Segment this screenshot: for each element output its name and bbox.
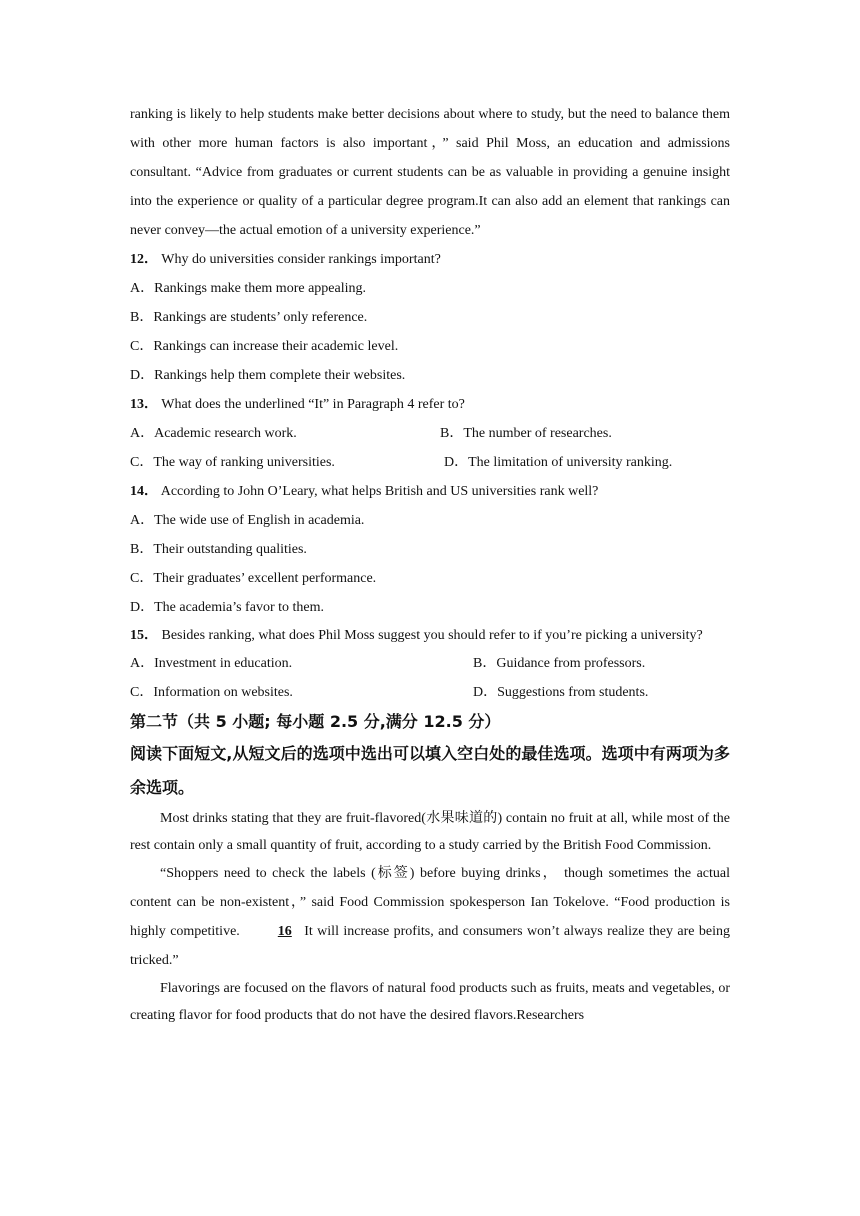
paragraph-2-text-before: “Shoppers need to check the labels (标签) before buying drinks， though sometimes the actual content can be non‐existent，” said Food Commission spokesperson Ian Tokelove. “Food production is highly competitive. <box>130 866 730 939</box>
option-13-d: D．The limitation of university ranking. <box>444 455 673 470</box>
options-15-row-2 <box>130 678 730 707</box>
blank-16: 16 <box>277 924 292 939</box>
option-13-a: A．Academic research work. <box>130 426 297 441</box>
options-15-row-1 <box>130 649 730 678</box>
passage-paragraph-3: Flavorings are focused on the flavors of natural food products such as fruits, meats and vegetables, or creating flavor for food products that do not have the desired flavors.Researchers <box>130 981 730 1023</box>
question-text: Besides ranking, what does Phil Moss suggest you should refer to if you’re picking a university? <box>161 628 703 643</box>
option-15-c: C．Information on websites. <box>130 685 293 700</box>
option-12-c: C．Rankings can increase their academic level. <box>130 339 399 354</box>
options-13-row-2 <box>130 448 730 477</box>
option-12-b: B．Rankings are students’ only reference. <box>130 310 368 325</box>
option-14-d: D．The academia’s favor to them. <box>130 600 324 615</box>
paragraph-2-text-after: It will increase profits, and consumers won’t always realize they are being tricked.” <box>130 924 730 968</box>
document-page <box>130 100 730 1029</box>
option-15-d: D．Suggestions from students. <box>473 685 649 700</box>
option-15-b: B．Guidance from professors. <box>473 656 646 671</box>
option-14-b: B．Their outstanding qualities. <box>130 542 307 557</box>
question-number: 14． <box>130 484 158 499</box>
question-number: 13． <box>130 397 158 412</box>
option-15-a: A．Investment in education. <box>130 656 293 671</box>
question-13 <box>130 390 730 419</box>
passage-paragraph-2 <box>130 859 730 975</box>
option-14-c: C．Their graduates’ excellent performance. <box>130 571 377 586</box>
options-13-row-1 <box>130 419 730 448</box>
option-13-b: B．The number of researches. <box>440 426 612 441</box>
option-12-d: D．Rankings help them complete their websites. <box>130 368 406 383</box>
passage-paragraph-1: Most drinks stating that they are fruit‐flavored(水果味道的) contain no fruit at all, while most of the rest contain only a small quantity of fruit, according to a study carried by the British Food Commission. <box>130 811 730 853</box>
option-14-a: A．The wide use of English in academia. <box>130 513 365 528</box>
question-text: According to John O’Leary, what helps British and US universities rank well? <box>160 484 599 499</box>
section-instruction: 阅读下面短文,从短文后的选项中选出可以填入空白处的最佳选项。选项中有两项为多余选项。 <box>130 744 730 797</box>
question-12 <box>130 245 730 274</box>
section-heading: 第二节（共 5 小题; 每小题 2.5 分,满分 12.5 分） <box>130 712 501 731</box>
option-13-c: C．The way of ranking universities. <box>130 455 335 470</box>
question-14 <box>130 477 730 506</box>
question-text: Why do universities consider rankings important? <box>161 252 441 267</box>
passage-continuation: ranking is likely to help students make better decisions about where to study, but the need to balance them with other more human factors is also important，” said Phil Moss, an education and admissions consultant. “Advice from graduates or current students can be as valuable in providing a genuine insight into the experience or quality of a particular degree program.It can also add an element that rankings can never convey—the actual emotion of a university experience.” <box>130 107 730 238</box>
question-text: What does the underlined “It” in Paragraph 4 refer to? <box>161 397 465 412</box>
question-15 <box>130 622 730 649</box>
question-number: 12． <box>130 252 158 267</box>
option-12-a: A．Rankings make them more appealing. <box>130 281 366 296</box>
question-number: 15． <box>130 628 158 643</box>
